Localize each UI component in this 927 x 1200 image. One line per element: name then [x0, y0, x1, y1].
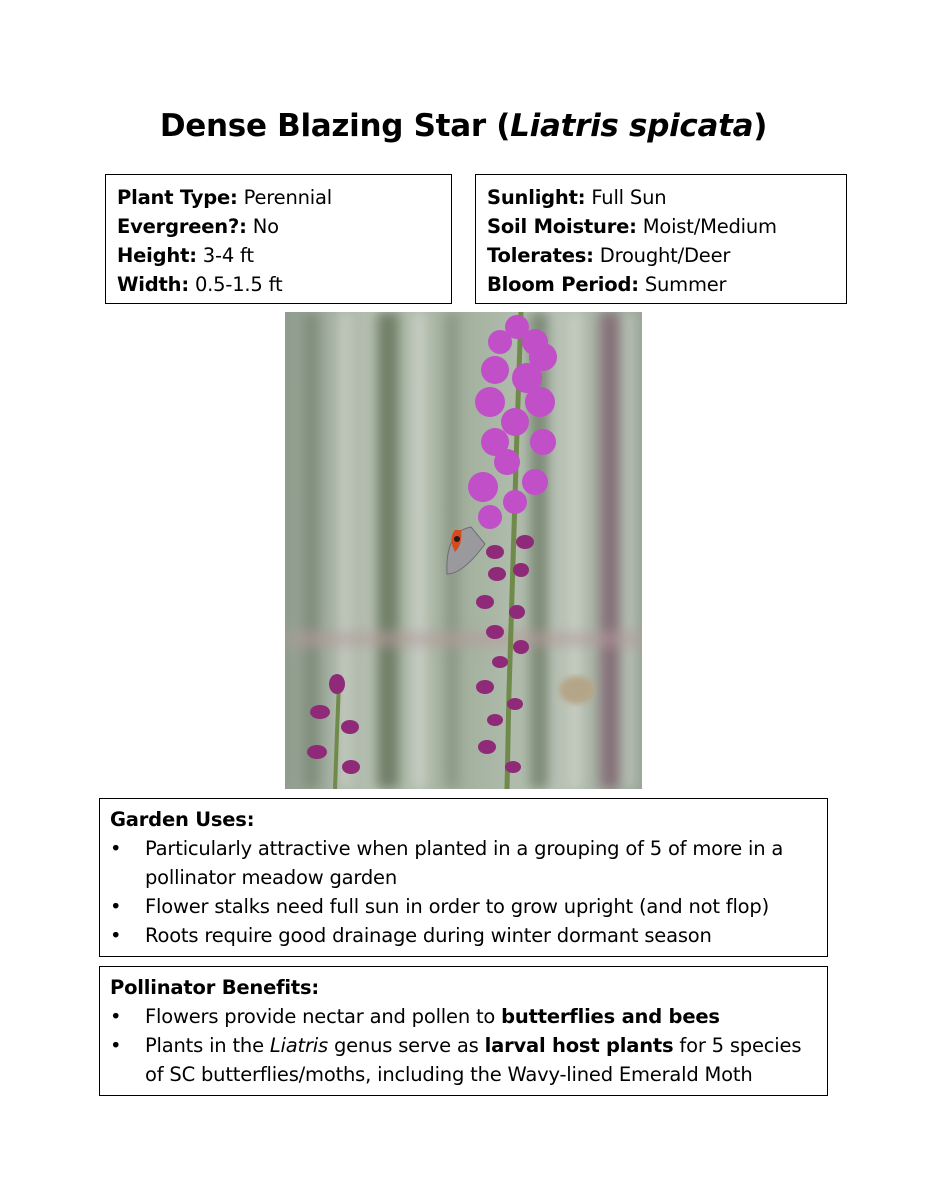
height-value: 3-4 ft [196, 244, 254, 267]
benefit-1-text: Flowers provide nectar and pollen to [145, 1005, 502, 1028]
plant-photo [285, 312, 642, 789]
width-row [117, 270, 451, 299]
plant-type-label: Plant Type: [117, 186, 238, 209]
plant-type-value: Perennial [237, 186, 332, 209]
soil-moisture-label: Soil Moisture: [487, 215, 637, 238]
garden-uses-list [110, 834, 817, 950]
bloom-period-value: Summer [638, 273, 727, 296]
title-close-paren: ) [753, 108, 768, 144]
benefit-2-bold: larval host plants [484, 1034, 674, 1057]
benefit-2-genus: Liatris [269, 1034, 328, 1057]
benefit-1-bold: butterflies and bees [501, 1005, 720, 1028]
title-common-name: Dense Blazing Star ( [159, 108, 511, 144]
height-row [117, 241, 451, 270]
list-item: • Roots require good drainage during winter dormant season [110, 921, 817, 950]
benefit-2-text-end: for 5 species of SC butterflies/moths, including the Wavy-lined Emerald Moth [145, 1034, 802, 1086]
garden-uses-box [99, 798, 828, 957]
sunlight-label: Sunlight: [487, 186, 586, 209]
list-item [110, 1002, 817, 1031]
list-item: • Flower stalks need full sun in order to grow upright (and not flop) [110, 892, 817, 921]
list-item: • Particularly attractive when planted in a grouping of 5 of more in a pollinator meadow garden [110, 834, 817, 892]
pollinator-benefits-heading: Pollinator Benefits: [110, 976, 319, 999]
evergreen-label: Evergreen?: [117, 215, 247, 238]
sunlight-value: Full Sun [585, 186, 667, 209]
evergreen-row [117, 212, 451, 241]
blazing-star-illustration [285, 312, 642, 789]
blurred-bud [559, 676, 595, 704]
tolerates-label: Tolerates: [487, 244, 594, 267]
height-label: Height: [117, 244, 197, 267]
benefit-2-text-start: Plants in the [145, 1034, 270, 1057]
soil-moisture-value: Moist/Medium [636, 215, 777, 238]
evergreen-value: No [246, 215, 279, 238]
pollinator-benefits-list [110, 1002, 817, 1089]
growing-conditions-box [475, 174, 847, 304]
sunlight-row [487, 183, 846, 212]
title-scientific-name: Liatris spicata [510, 108, 754, 144]
list-item [110, 1031, 817, 1089]
width-label: Width: [117, 273, 189, 296]
garden-uses-heading: Garden Uses: [110, 808, 255, 831]
page-title [0, 108, 927, 144]
plant-facts-box [105, 174, 452, 304]
bloom-period-row [487, 270, 846, 299]
tolerates-row [487, 241, 846, 270]
benefit-2-text-middle: genus serve as [327, 1034, 485, 1057]
bloom-period-label: Bloom Period: [487, 273, 639, 296]
width-value: 0.5-1.5 ft [188, 273, 283, 296]
tolerates-value: Drought/Deer [593, 244, 731, 267]
soil-moisture-row [487, 212, 846, 241]
plant-type-row [117, 183, 451, 212]
pollinator-benefits-box [99, 966, 828, 1096]
